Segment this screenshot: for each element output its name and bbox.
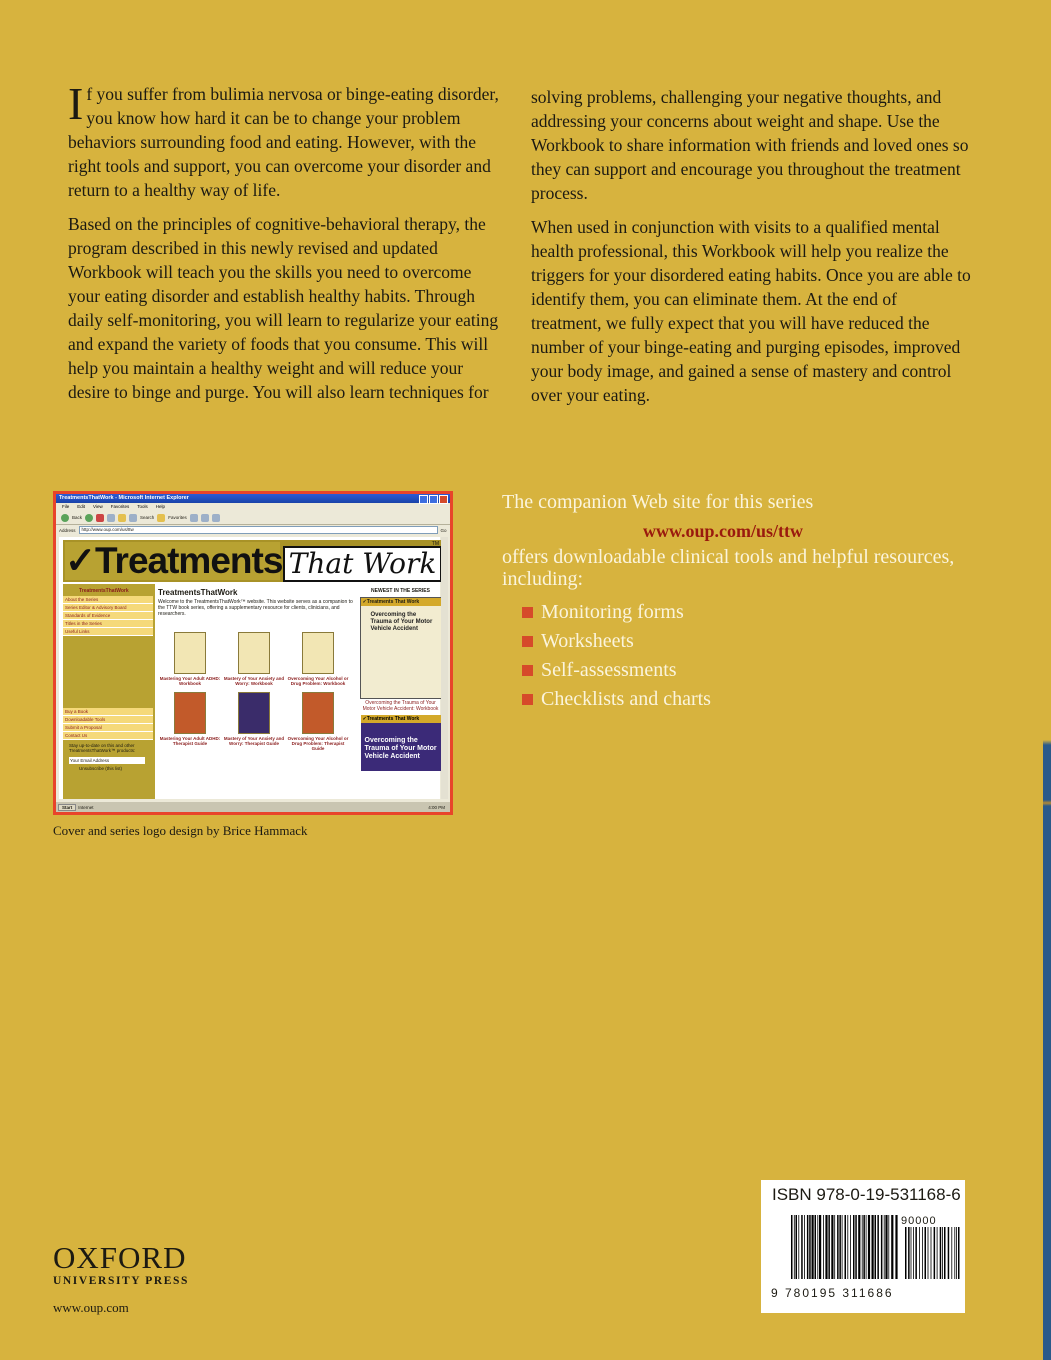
book-title: Mastering Your Adult ADHD: Workbook: [159, 676, 221, 686]
barcode-bar: [839, 1215, 841, 1279]
bullet-square-icon: [522, 607, 533, 618]
barcode-bar: [847, 1215, 848, 1279]
book-item: [287, 692, 349, 751]
list-item-label: Worksheets: [541, 630, 634, 652]
barcode-bar: [905, 1227, 907, 1279]
barcode-bar: [908, 1227, 910, 1279]
design-credit: Cover and series logo design by Brice Hammack: [53, 823, 308, 838]
stop-icon: [96, 514, 104, 522]
companion-site-block: [502, 488, 972, 714]
spine-edge: [1043, 0, 1051, 1360]
barcode-bar: [881, 1215, 883, 1279]
window-titlebar: [56, 494, 450, 503]
internet-zone: Internet: [78, 804, 94, 810]
barcode-bar: [804, 1215, 805, 1279]
cover-1-caption: Overcoming the Trauma of Your Motor Vehicle Accident: Workbook: [362, 700, 439, 712]
barcode-bar: [862, 1215, 863, 1279]
search-label: Search: [140, 515, 155, 520]
back-icon: [61, 514, 69, 522]
sidebar-note: Stay up-to-date on this and other TreatmentsThatWork™ products:: [69, 743, 136, 753]
bullet-square-icon: [522, 636, 533, 647]
isbn-digits: 9 780195 311686: [771, 1286, 894, 1300]
sidebar-lower: [63, 708, 155, 772]
paragraph-1-text: f you suffer from bulimia nervosa or binge-eating disorder, you know how hard it can be to change your problem behaviors surrounding food and eating. However, with the right tools and support, you can overcome your disorder and return to a healthy way of life.: [68, 84, 499, 200]
page-content: [59, 537, 440, 799]
main-heading: TreatmentsThatWork: [158, 588, 238, 597]
barcode-bar: [815, 1215, 817, 1279]
favorites-label: Favorites: [168, 515, 187, 520]
newest-panel: [358, 584, 443, 810]
address-field: http://www.oup.com/us/ttw: [79, 526, 438, 534]
sidebar-item-proposal: Submit a Proposal: [63, 724, 153, 732]
barcode-bar: [951, 1227, 952, 1279]
book-grid: [159, 632, 349, 751]
browser-window: [56, 494, 450, 812]
barcode-bar: [796, 1215, 798, 1279]
companion-line-1: The companion Web site for this series: [502, 491, 814, 513]
resource-list: [502, 598, 972, 714]
isbn-label: ISBN 978-0-19-531168-6: [772, 1185, 961, 1204]
barcode-bar: [877, 1215, 879, 1279]
barcode-bar: [817, 1215, 818, 1279]
publisher-logo: [53, 1242, 189, 1316]
barcode-bar: [942, 1227, 943, 1279]
book-cover: [174, 692, 206, 734]
forward-icon: [85, 514, 93, 522]
menu-edit: Edit: [77, 504, 86, 509]
sidebar-item-links: Useful Links: [63, 628, 153, 636]
drop-cap: I: [68, 78, 84, 129]
book-title: Overcoming Your Alcohol or Drug Problem: Workbook: [287, 676, 349, 686]
email-field: Your Email Address: [69, 757, 145, 764]
bullet-square-icon: [522, 694, 533, 705]
book-item: [223, 632, 285, 686]
list-item-label: Checklists and charts: [541, 688, 711, 710]
barcode-bar: [911, 1227, 912, 1279]
newest-cover-2: [361, 715, 441, 771]
maximize-icon: [429, 495, 438, 504]
refresh-icon: [107, 514, 115, 522]
barcode-bar: [825, 1215, 827, 1279]
book-item: [287, 632, 349, 686]
go-label: Go: [440, 527, 447, 533]
isbn-supplement: 90000: [901, 1215, 937, 1227]
sidebar-item-buy: Buy a Book: [63, 708, 153, 716]
sidebar-heading: TreatmentsThatWork: [79, 588, 129, 594]
paragraph-2: Based on the principles of cognitive-behavioral therapy, the program described in this newly revised and updated Workbook will teach you the skills you need to overcome your eating disorder and establish healthy habits. Through daily self-monitoring, you will learn to regularize your eating and expand the variety of foods that you consume. This will help you maintain a healthy weight and will reduce your desire to binge and purge. You will also learn techniques for: [68, 214, 499, 402]
barcode-bar: [866, 1215, 867, 1279]
barcode-bar: [791, 1215, 793, 1279]
menu-tools: Tools: [137, 504, 148, 509]
barcode-bar: [934, 1227, 936, 1279]
newest-heading: NEWEST IN THE SERIES: [371, 588, 430, 594]
menu-favorites: Favorites: [110, 504, 130, 509]
ttw-banner: [63, 540, 441, 582]
book-title: Overcoming Your Alcohol or Drug Problem: Therapist Guide: [287, 736, 349, 751]
address-bar: [56, 525, 450, 535]
newest-cover-1: [360, 597, 442, 699]
barcode-bar: [794, 1215, 795, 1279]
cover-1-series-bar: ✓Treatments That Work: [361, 598, 441, 606]
banner-that-work: That Work: [283, 546, 442, 582]
print-icon: [212, 514, 220, 522]
start-button: Start: [58, 804, 76, 811]
book-item: [159, 692, 221, 751]
welcome-text: Welcome to the TreatmentsThatWork™ website. This website serves as a companion to the TTW book series, offering a supplementary resource for clients, clinicians, and researchers.: [158, 599, 353, 617]
barcode-bar: [895, 1215, 897, 1279]
barcode-bar: [801, 1215, 803, 1279]
barcode-bar: [954, 1227, 955, 1279]
list-item: [502, 598, 972, 627]
publisher-website[interactable]: www.oup.com: [53, 1300, 129, 1315]
book-item: [223, 692, 285, 751]
favorites-icon: [157, 514, 165, 522]
barcode-bar: [828, 1215, 830, 1279]
unsubscribe-option: Unsubscribe (this list): [79, 766, 123, 771]
taskbar-clock: 4:00 PM: [428, 804, 445, 810]
companion-line-2: offers downloadable clinical tools and helpful resources, including:: [502, 546, 955, 590]
barcode-bar: [915, 1227, 917, 1279]
sidebar-item-downloads: Downloadable Tools: [63, 716, 153, 724]
barcode-bar: [875, 1215, 877, 1279]
sidebar-item-about: About the Series: [63, 596, 153, 604]
cover-2-series-bar: ✓Treatments That Work: [361, 715, 441, 723]
scrollbar: [441, 537, 448, 799]
menu-help: Help: [155, 504, 166, 509]
book-cover: [238, 692, 270, 734]
list-item-label: Monitoring forms: [541, 601, 684, 623]
barcode-bar: [834, 1215, 835, 1279]
barcode-bar: [925, 1227, 927, 1279]
paragraph-3: solving problems, challenging your negative thoughts, and addressing your concerns about weight and shape. Use the Workbook to share information with friends and loved ones so they can support and encourage you throughout the treatment process.: [531, 87, 969, 203]
barcode-bar: [928, 1227, 929, 1279]
barcode-bar: [863, 1215, 865, 1279]
barcode-bar: [922, 1227, 923, 1279]
sidebar-item-standards: Standards of Evidence: [63, 612, 153, 620]
barcode-bar: [809, 1215, 811, 1279]
barcode-bar: [858, 1215, 860, 1279]
cover-1-title: Overcoming the Trauma of Your Motor Vehicle Accident: [370, 612, 433, 632]
barcode-bar: [823, 1215, 824, 1279]
menu-view: View: [93, 504, 103, 509]
barcode-bar: [931, 1227, 932, 1279]
taskbar: [56, 802, 450, 812]
minimize-icon: [419, 495, 428, 504]
barcode-bar: [831, 1215, 833, 1279]
barcode-bar: [842, 1215, 843, 1279]
paragraph-1: [68, 78, 500, 202]
barcode-bar: [913, 1227, 914, 1279]
history-icon: [190, 514, 198, 522]
barcode-bar: [845, 1215, 847, 1279]
browser-toolbar: [56, 511, 450, 525]
body-column-right: [531, 85, 971, 417]
barcode-bar: [812, 1215, 814, 1279]
barcode-bar: [948, 1227, 950, 1279]
book-cover: [302, 692, 334, 734]
barcode-bar: [855, 1215, 857, 1279]
barcode-bar: [937, 1227, 938, 1279]
publisher-name: OXFORD: [53, 1240, 187, 1275]
barcode-bar: [919, 1227, 920, 1279]
list-item: [502, 627, 972, 656]
isbn-barcode-box: [761, 1180, 965, 1313]
home-icon: [118, 514, 126, 522]
book-title: Mastery of Your Anxiety and Worry: Therapist Guide: [223, 736, 285, 746]
banner-tm: TM: [431, 541, 439, 547]
address-label: Address: [59, 527, 76, 533]
body-column-left: [68, 78, 500, 414]
barcode-bar: [837, 1215, 839, 1279]
companion-url[interactable]: www.oup.com/us/ttw: [643, 521, 804, 541]
bullet-square-icon: [522, 665, 533, 676]
barcode-bar: [807, 1215, 809, 1279]
sidebar-item-contact: Contact Us: [63, 732, 153, 740]
book-item: [159, 632, 221, 686]
barcode-bar: [958, 1227, 960, 1279]
mail-icon: [201, 514, 209, 522]
menu-file: File: [62, 504, 70, 509]
barcode-bar: [872, 1215, 874, 1279]
close-icon: [439, 495, 448, 504]
back-label: Back: [72, 515, 83, 520]
book-cover: [174, 632, 206, 674]
barcode-bar: [798, 1215, 799, 1279]
list-item-label: Self-assessments: [541, 659, 677, 681]
website-screenshot: [53, 491, 453, 815]
book-cover: [302, 632, 334, 674]
book-title: Mastering Your Adult ADHD: Therapist Guide: [159, 736, 221, 746]
cover-2-title: Overcoming the Trauma of Your Motor Vehicle Accident: [364, 737, 437, 760]
barcode-bar: [819, 1215, 821, 1279]
barcode-bar: [940, 1227, 942, 1279]
paragraph-4: When used in conjunction with visits to a qualified mental health professional, this Workbook will help you realize the triggers for your disordered eating habits. Once you are able to identify them, you can eliminate them. At the end of treatment, we fully expect that you will have reduced the number of your binge-eating and purging episodes, improved your body image, and gained a sense of mastery and control over your eating.: [531, 217, 971, 405]
search-icon: [129, 514, 137, 522]
window-title: TreatmentsThatWork - Microsoft Internet Explorer: [59, 495, 189, 501]
sidebar-item-editor: Series Editor & Advisory Board: [63, 604, 153, 612]
barcode-bar: [944, 1227, 946, 1279]
list-item: [502, 656, 972, 685]
sidebar-item-titles: Titles in the Series: [63, 620, 153, 628]
barcode-bar: [868, 1215, 870, 1279]
barcode-bar: [891, 1215, 893, 1279]
site-main: [156, 584, 356, 751]
book-title: Mastery of Your Anxiety and Worry: Workbook: [223, 676, 285, 686]
barcode-bar: [885, 1215, 887, 1279]
barcode-bar: [850, 1215, 851, 1279]
barcode-bar: [853, 1215, 855, 1279]
barcode-bar: [884, 1215, 885, 1279]
book-cover: [238, 632, 270, 674]
list-item: [502, 685, 972, 714]
barcode-bar: [888, 1215, 889, 1279]
banner-treatments: ✓Treatments: [65, 540, 283, 581]
site-sidebar: [63, 584, 155, 809]
barcode-bar: [956, 1227, 957, 1279]
menu-bar: [56, 503, 450, 511]
publisher-subname: UNIVERSITY PRESS: [53, 1275, 190, 1287]
